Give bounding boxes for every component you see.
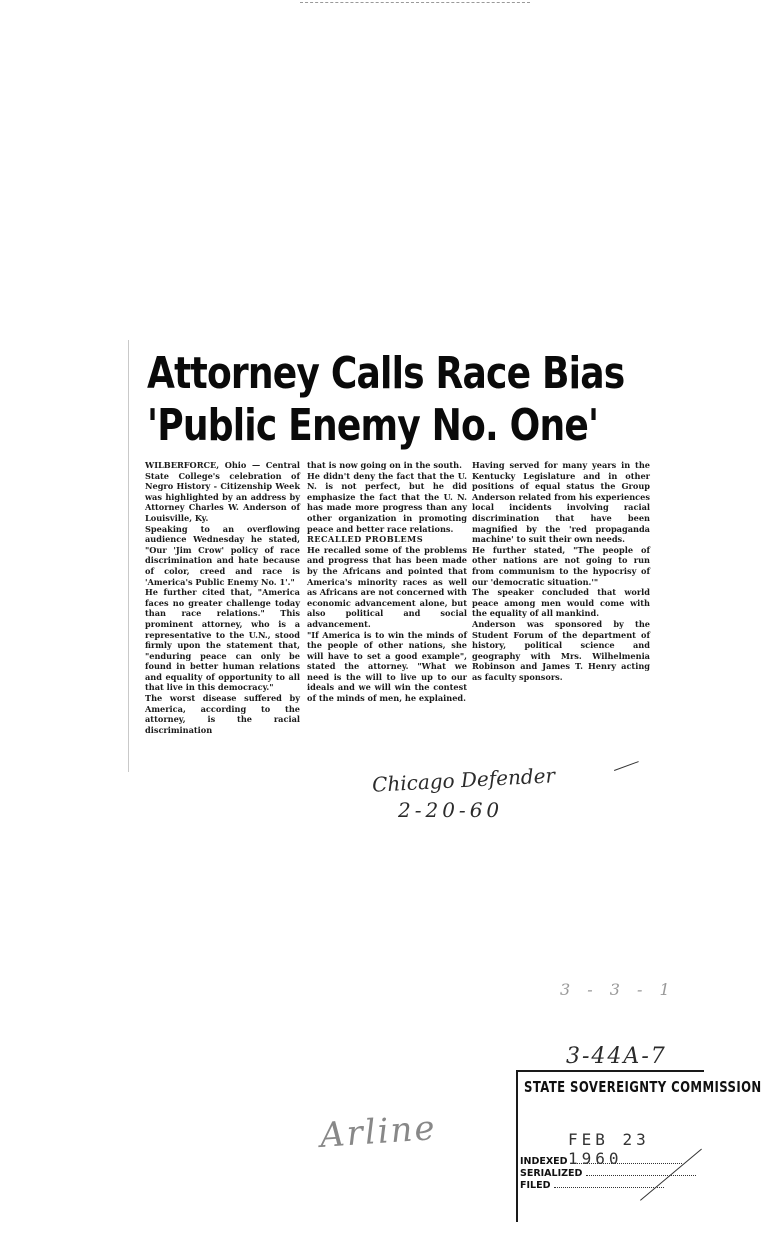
headline-line-2: 'Public Enemy No. One' — [147, 400, 599, 451]
handwritten-file-number: 3-44A-7 — [566, 1044, 667, 1069]
dotted-line — [586, 1175, 696, 1176]
paragraph: He further cited that, "America faces no greater challenge today than race relations." This prominent attorney, who is a representative to the U.N., stood firmly upon the statement that, "enduring peace can only be found in better human relations and equality of opportunity to all that live in this democracy." — [145, 587, 300, 693]
handwritten-source: Chicago Defender — [371, 763, 556, 797]
headline-line-1: Attorney Calls Race Bias — [147, 348, 625, 399]
paragraph: The worst disease suffered by America, according to the attorney, is the racial discrimination — [145, 693, 300, 735]
article-column-1 — [145, 460, 300, 735]
stamp-field-label: SERIALIZED — [520, 1168, 583, 1179]
faint-handwritten-mark: 3 - 3 - 1 — [560, 980, 676, 999]
newspaper-clipping — [128, 340, 654, 772]
subheading: RECALLED PROBLEMS — [307, 534, 424, 545]
paragraph: Anderson was sponsored by the Student Forum of the department of history, political science and geography with Mrs. Wilhelmenia Robinson and James T. Henry acting as faculty sponsors. — [472, 618, 650, 682]
paragraph: He further stated, "The people of other nations are not going to run from communism to the hypocrisy of our 'democratic situation.'" — [472, 544, 650, 587]
paragraph: "If America is to win the minds of the people of other nations, she will have to set a good example", stated the attorney. "What we need is the will to live up to our ideals and we will win the contest of the minds of men, he explained. — [307, 629, 467, 704]
paragraph: WILBERFORCE, Ohio — Central State College's celebration of Negro History - Citizenship Week was highlighted by an address by Attorney Charles W. Anderson of Louisville, Ky. — [145, 460, 300, 523]
stamp-field-filed — [520, 1180, 664, 1191]
paragraph: Speaking to an overflowing audience Wednesday he stated, "Our 'Jim Crow' policy of race discrimination and hate because of color, creed and race is 'America's Public Enemy No. 1'." — [145, 523, 300, 587]
commission-stamp — [516, 1070, 762, 1222]
article-column-2 — [307, 460, 467, 704]
paragraph: Having served for many years in the Kentucky Legislature and in other positions of equal status the Group Anderson related from his experiences local incidents involving racial discrimination that have been magnified by the 'red propaganda machine' to suit their own needs. — [472, 460, 650, 545]
stamp-title: STATE SOVEREIGNTY COMMISSION — [524, 1078, 762, 1096]
handwritten-date: 2-20-60 — [398, 798, 504, 822]
paragraph: that is now going on in the south. — [307, 460, 462, 470]
article-column-3 — [472, 460, 650, 682]
top-edge-marks — [300, 2, 530, 3]
dotted-line — [572, 1163, 682, 1164]
stamp-date: FEB 23 1960 — [568, 1130, 650, 1168]
paragraph: He recalled some of the problems and progress that has been made by the Africans and pointed that America's minority races as well as Africans are not concerned with economic advancement alone, but also political and social advancement. — [307, 544, 467, 629]
headline — [147, 348, 625, 452]
stamp-field-label: INDEXED — [520, 1156, 568, 1167]
handwritten-signature: Arline — [318, 1107, 438, 1157]
paragraph: The speaker concluded that world peace among men would come with the equality of all mankind. — [472, 587, 650, 619]
stamp-field-label: FILED — [520, 1180, 551, 1191]
stamp-field-indexed — [520, 1156, 682, 1167]
paragraph: He didn't deny the fact that the U. N. is not perfect, but he did emphasize the fact that the U. N. has made more progress than any other organization in promoting peace and better race relations. — [307, 470, 467, 534]
dotted-line — [554, 1187, 664, 1188]
